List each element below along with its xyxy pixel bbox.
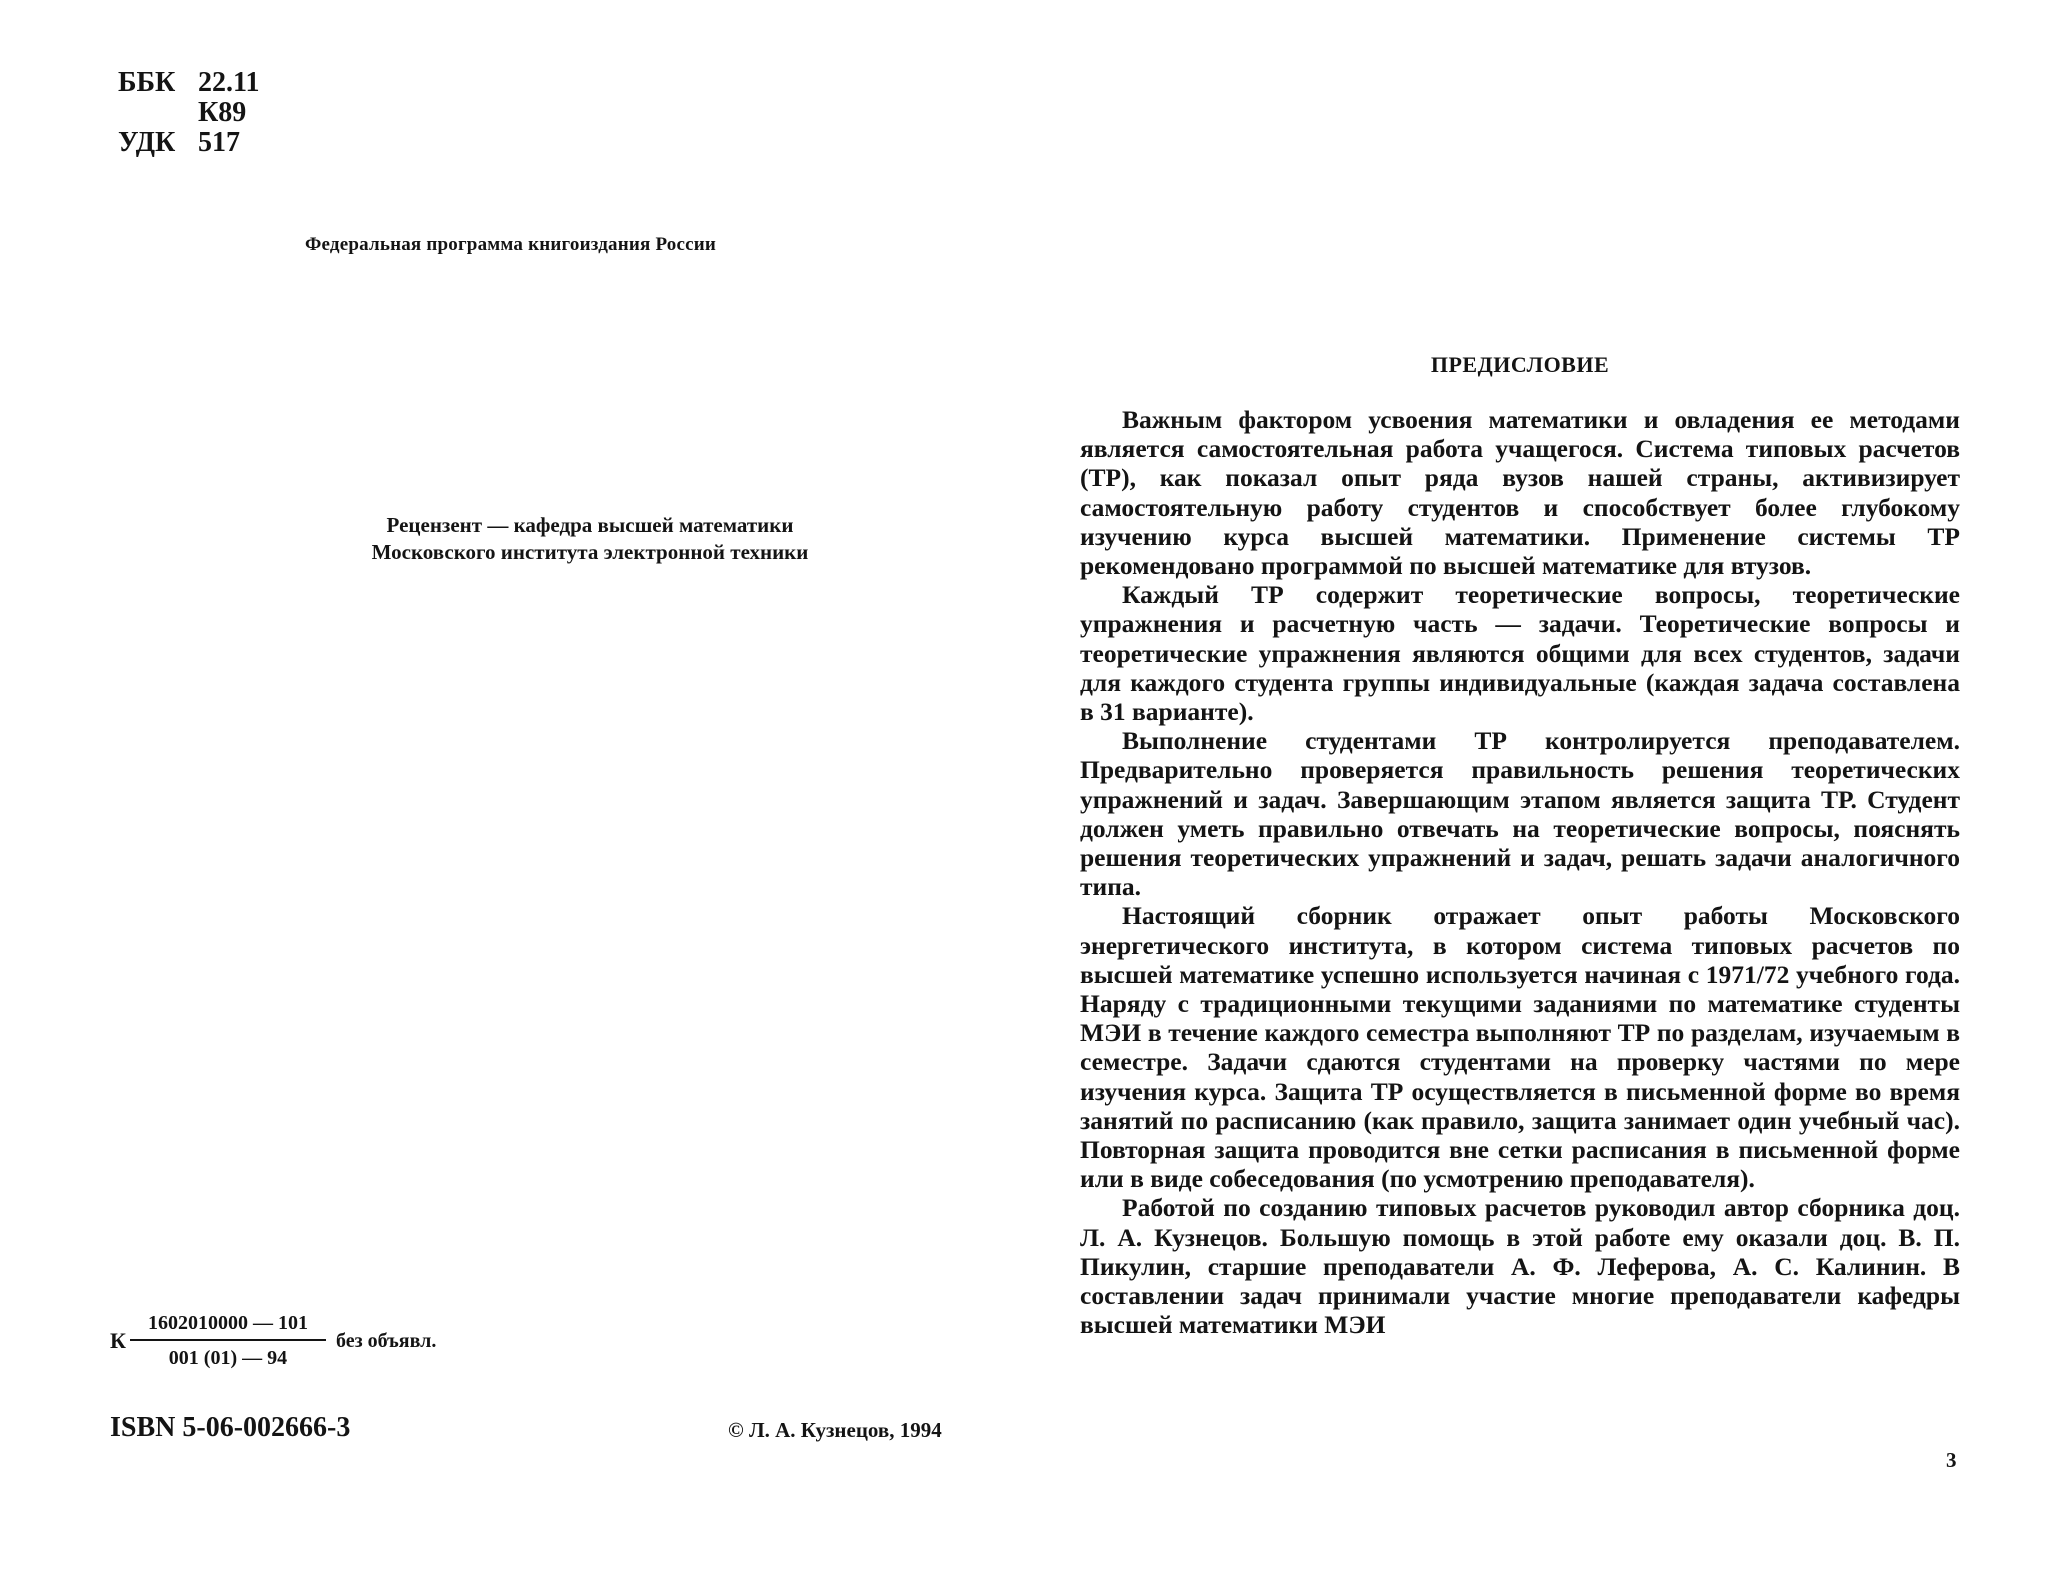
reviewer-line-1: Рецензент — кафедра высшей математики <box>386 513 794 537</box>
udk-row <box>118 128 259 158</box>
edition-code-denominator: 001 (01) — 94 <box>168 1347 288 1369</box>
code-value: 22.11 <box>198 67 260 98</box>
federal-program-line: Федеральная программа книгоиздания России <box>305 234 717 255</box>
page-title: ПРЕДИСЛОВИЕ <box>1430 352 1610 377</box>
reviewer-line-2: Московского института электронной техники <box>371 540 809 564</box>
edition-code <box>110 1312 436 1370</box>
edition-code-prefix: К <box>110 1328 126 1353</box>
bbk-row <box>118 68 259 98</box>
edition-code-fraction <box>130 1312 326 1370</box>
paragraph: Важным фактором усвоения математики и овладения ее методами является самостоятельная работа учащегося. Система типовых расчетов (ТР), как показал опыт ряда вузов нашей страны, активизирует самостоятельную работу студентов и способствует более глубокому изучению курса высшей математики. Применение системы ТР рекомендовано программой по высшей математике для втузов. <box>1080 405 1960 581</box>
paragraph: Настоящий сборник отражает опыт работы Московского энергетического института, в котором система типовых расчетов по высшей математике успешно используется начиная с 1971/72 учебного года. Наряду с традиционными текущими заданиями по математике студенты МЭИ в течение каждого семестра выполняют ТР по разделам, изучаемым в семестре. Задачи сдаются студентами на проверку частями по мере изучения курса. Защита ТР осуществляется в письменной форме во время занятий по расписанию (как правило, защита занимает один учебный час). Повторная защита проводится вне сетки расписания в письменной форме или в виде собеседования (по усмотрению преподавателя). <box>1080 901 1960 1194</box>
edition-code-numerator: 1602010000 — 101 <box>147 1312 308 1334</box>
paragraph: Работой по созданию типовых расчетов руководил автор сборника доц. Л. А. Кузнецов. Большую помощь в этой работе ему оказали доц. В. П. Пикулин, старшие преподаватели А. Ф. Леферова, А. С. Калинин. В составлении задач принимали участие многие преподаватели кафедры высшей математики МЭИ <box>1080 1193 1960 1340</box>
paragraph: Выполнение студентами ТР контролируется преподавателем. Предварительно проверяется правильность решения теоретических упражнений и задач. Завершающим этапом является защита ТР. Студент должен уметь правильно отвечать на теоретические вопросы, пояснять решения теоретических упражнений и задач, решать задачи аналогичного типа. <box>1080 726 1960 902</box>
copyright: © Л. А. Кузнецов, 1994 <box>728 1418 942 1442</box>
code-key: ББК <box>118 67 176 98</box>
preface-body <box>1080 405 1960 1340</box>
code-value: К89 <box>198 97 247 128</box>
reviewer-block <box>330 512 850 566</box>
code-value: 517 <box>198 127 240 158</box>
isbn: ISBN 5-06-002666-3 <box>110 1412 351 1443</box>
code-key: УДК <box>118 127 176 158</box>
classification-codes <box>118 68 259 158</box>
code-key <box>118 98 198 128</box>
edition-code-suffix: без объявл. <box>335 1329 437 1352</box>
author-mark-row <box>118 98 259 128</box>
paragraph: Каждый ТР содержит теоретические вопросы, теоретические упражнения и расчетную часть — задачи. Теоретические вопросы и теоретические упражнения являются общими для всех студентов, задачи для каждого студента группы индивидуальные (каждая задача составлена в 31 варианте). <box>1080 580 1960 727</box>
page-number: 3 <box>1946 1448 1957 1472</box>
